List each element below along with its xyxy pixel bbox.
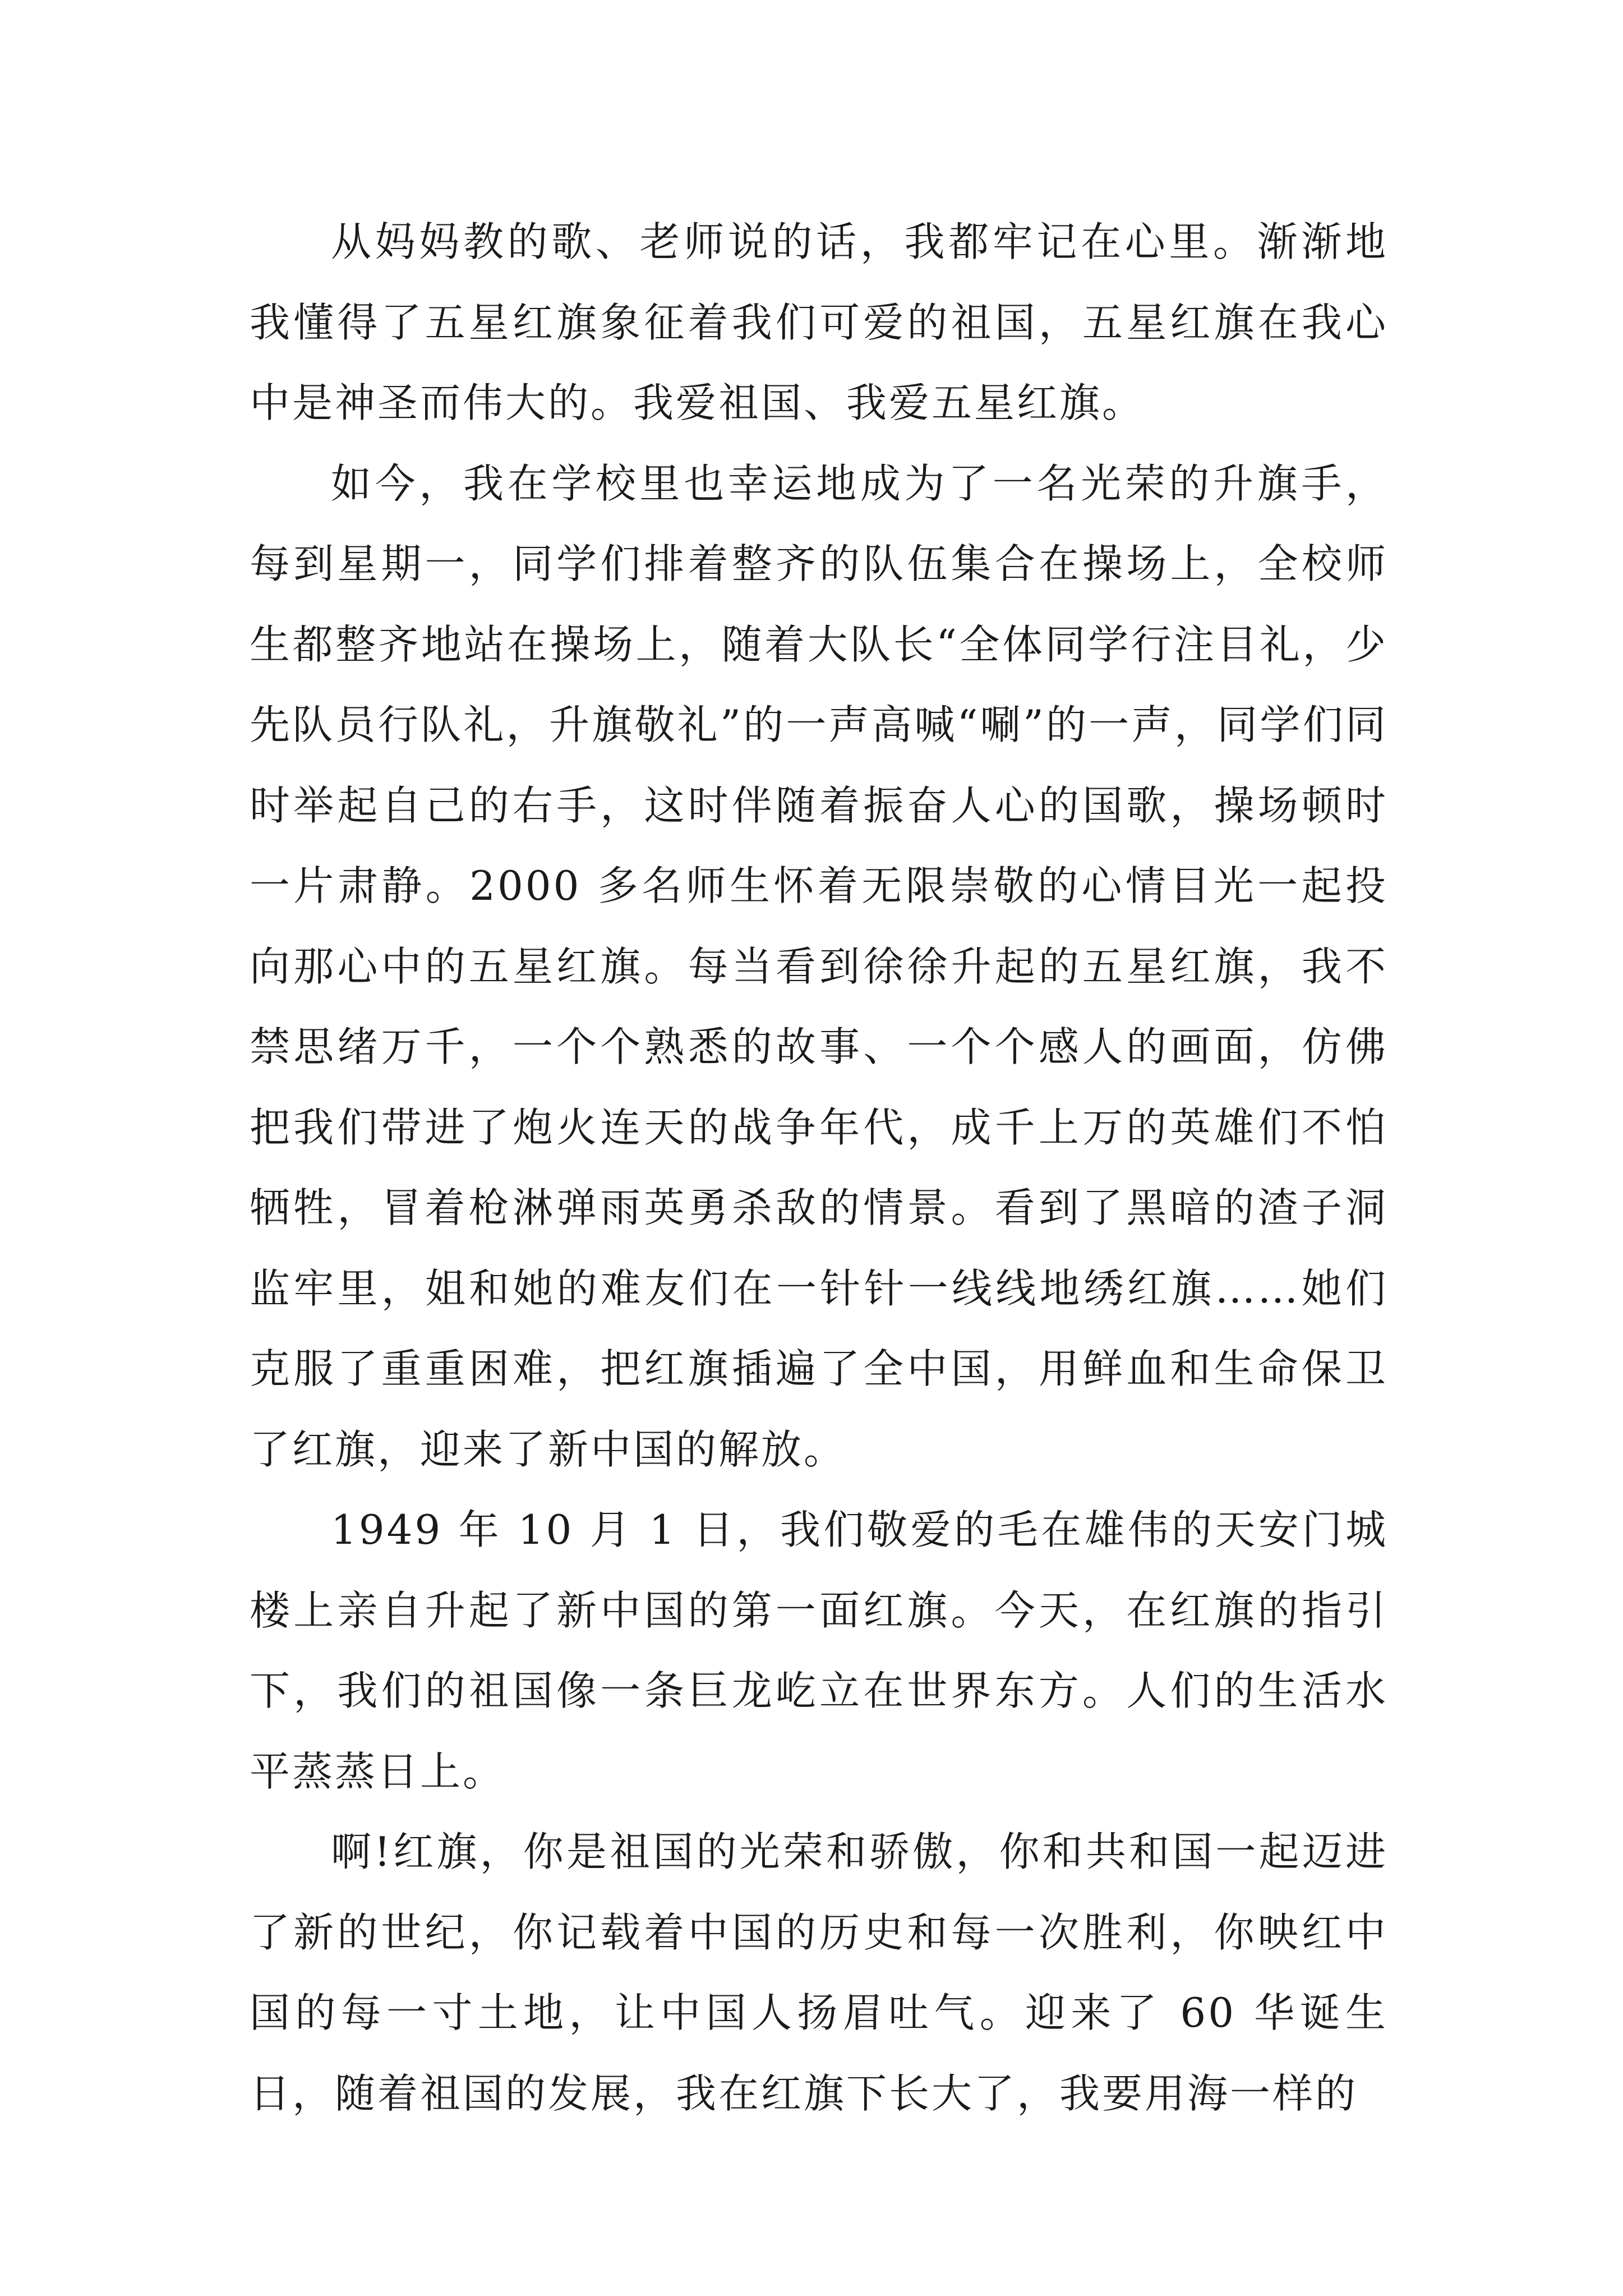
body-text — [250, 202, 1388, 2134]
paragraph-4: 啊!红旗，你是祖国的光荣和骄傲，你和共和国一起迈进了新的世纪，你记载着中国的历史和每一次胜利，你映红中国的每一寸土地，让中国人扬眉吐气。迎来了 60 华诞生日，随着祖国的发展，我在红旗下长大了，我要用海一样的 — [250, 1828, 1388, 2117]
paragraph-2: 如今，我在学校里也幸运地成为了一名光荣的升旗手，每到星期一，同学们排着整齐的队伍集合在操场上，全校师生都整齐地站在操场上，随着大队长“全体同学行注目礼，少先队员行队礼，升旗敬礼”的一声高喊“唰”的一声，同学们同时举起自己的右手，这时伴随着振奋人心的国歌，操场顿时一片肃静。2000 多名师生怀着无限崇敬的心情目光一起投向那心中的五星红旗。每当看到徐徐升起的五星红旗，我不禁思绪万千，一个个熟悉的故事、一个个感人的画面，仿佛把我们带进了炮火连天的战争年代，成千上万的英雄们不怕牺牲，冒着枪淋弹雨英勇杀敌的情景。看到了黑暗的渣子洞监牢里，姐和她的难友们在一针针一线线地绣红旗……她们克服了重重困难，把红旗插遍了全中国，用鲜血和生命保卫了红旗，迎来了新中国的解放。 — [250, 459, 1388, 1473]
paragraph-1: 从妈妈教的歌、老师说的话，我都牢记在心里。渐渐地我懂得了五星红旗象征着我们可爱的祖国，五星红旗在我心中是神圣而伟大的。我爱祖国、我爱五星红旗。 — [250, 218, 1388, 426]
paragraph-3: 1949 年 10 月 1 日，我们敬爱的毛在雄伟的天安门城楼上亲自升起了新中国的第一面红旗。今天，在红旗的指引下，我们的祖国像一条巨龙屹立在世界东方。人们的生活水平蒸蒸日上。 — [250, 1506, 1388, 1795]
